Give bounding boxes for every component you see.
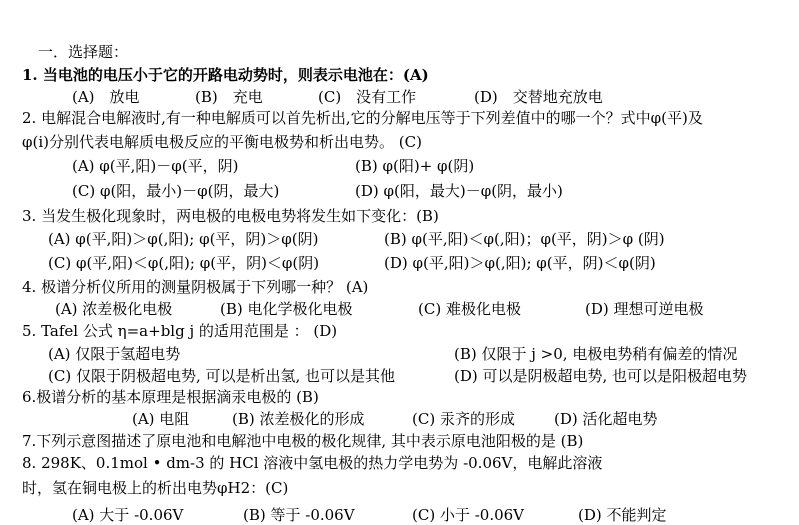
q6-option-a: (A) 电阻 [132, 410, 190, 428]
q4-option-c: (C) 难极化电极 [418, 300, 521, 318]
q3-option-d: (D) φ(平,阳)＞φ(,阳); φ(平，阴)＜φ(阴) [384, 254, 656, 272]
q4-option-b: (B) 电化学极化电极 [220, 300, 353, 318]
q6-option-b: (B) 浓差极化的形成 [232, 410, 365, 428]
q4-option-d: (D) 理想可逆电极 [585, 300, 704, 318]
q2-option-a: (A) φ(平,阳)－φ(平，阴) [72, 157, 239, 175]
question-8-stem-line1: 8. 298K、0.1mol • dm-3 的 HCl 溶液中氢电极的热力学电势为 -0.06V，电解此溶液 [22, 454, 603, 472]
q2-option-b: (B) φ(阳)+ φ(阴) [355, 157, 475, 175]
question-7-stem: 7.下列示意图描述了原电池和电解池中电极的极化规律, 其中表示原电池阳极的是 (B) [22, 432, 584, 450]
q5-option-a: (A) 仅限于氢超电势 [48, 345, 181, 363]
q3-option-a: (A) φ(平,阳)＞φ(,阳); φ(平，阴)＞φ(阴) [48, 230, 319, 248]
q3-option-b: (B) φ(平,阳)＜φ(,阳)；φ(平，阴)＞φ (阴) [384, 230, 665, 248]
q6-option-d: (D) 活化超电势 [554, 410, 658, 428]
q4-option-a: (A) 浓差极化电极 [55, 300, 173, 318]
q1-option-d: (D) 交替地充放电 [474, 88, 603, 106]
question-6-stem: 6.极谱分析的基本原理是根据滴汞电极的 (B) [22, 388, 319, 406]
q1-option-c: (C) 没有工作 [318, 88, 417, 106]
q5-option-b: (B) 仅限于 j >0, 电极电势稍有偏差的情况 [454, 345, 738, 363]
question-2-stem-line2: φ(i)分别代表电解质电极反应的平衡电极势和析出电势。 (C) [22, 133, 422, 151]
q2-option-d: (D) φ(阳，最大)－φ(阴，最小) [355, 182, 563, 200]
q8-option-a: (A) 大于 -0.06V [72, 506, 184, 524]
q6-option-c: (C) 汞齐的形成 [412, 410, 515, 428]
q8-option-d: (D) 不能判定 [578, 506, 667, 524]
question-4-stem: 4. 极谱分析仪所用的测量阴极属于下列哪一种？ (A) [22, 278, 369, 296]
q5-option-c: (C) 仅限于阴极超电势, 可以是析出氢, 也可以是其他 [48, 367, 396, 385]
q3-option-c: (C) φ(平,阳)＜φ(,阳); φ(平，阴)＜φ(阴) [48, 254, 320, 272]
section-title: 一．选择题： [38, 43, 129, 61]
question-3-stem: 3. 当发生极化现象时，两电极的电极电势将发生如下变化：(B) [22, 207, 439, 225]
q8-option-c: (C) 小于 -0.06V [412, 506, 525, 524]
question-2-stem-line1: 2. 电解混合电解液时,有一种电解质可以首先析出,它的分解电压等于下列差值中的哪一个？式中φ(平)及 [22, 109, 703, 127]
q8-option-b: (B) 等于 -0.06V [243, 506, 355, 524]
q1-option-a: (A) 放电 [72, 88, 140, 106]
question-5-stem: 5. Tafel 公式 η=a+blg j 的适用范围是 ： (D) [22, 322, 338, 340]
question-8-stem-line2: 时，氢在铜电极上的析出电势φH2：(C) [22, 479, 289, 497]
question-1-stem: 1. 当电池的电压小于它的开路电动势时，则表示电池在：(A) [22, 66, 429, 84]
q1-option-b: (B) 充电 [195, 88, 263, 106]
q5-option-d: (D) 可以是阴极超电势, 也可以是阳极超电势 [454, 367, 748, 385]
q2-option-c: (C) φ(阳，最小)－φ(阴，最大) [72, 182, 280, 200]
